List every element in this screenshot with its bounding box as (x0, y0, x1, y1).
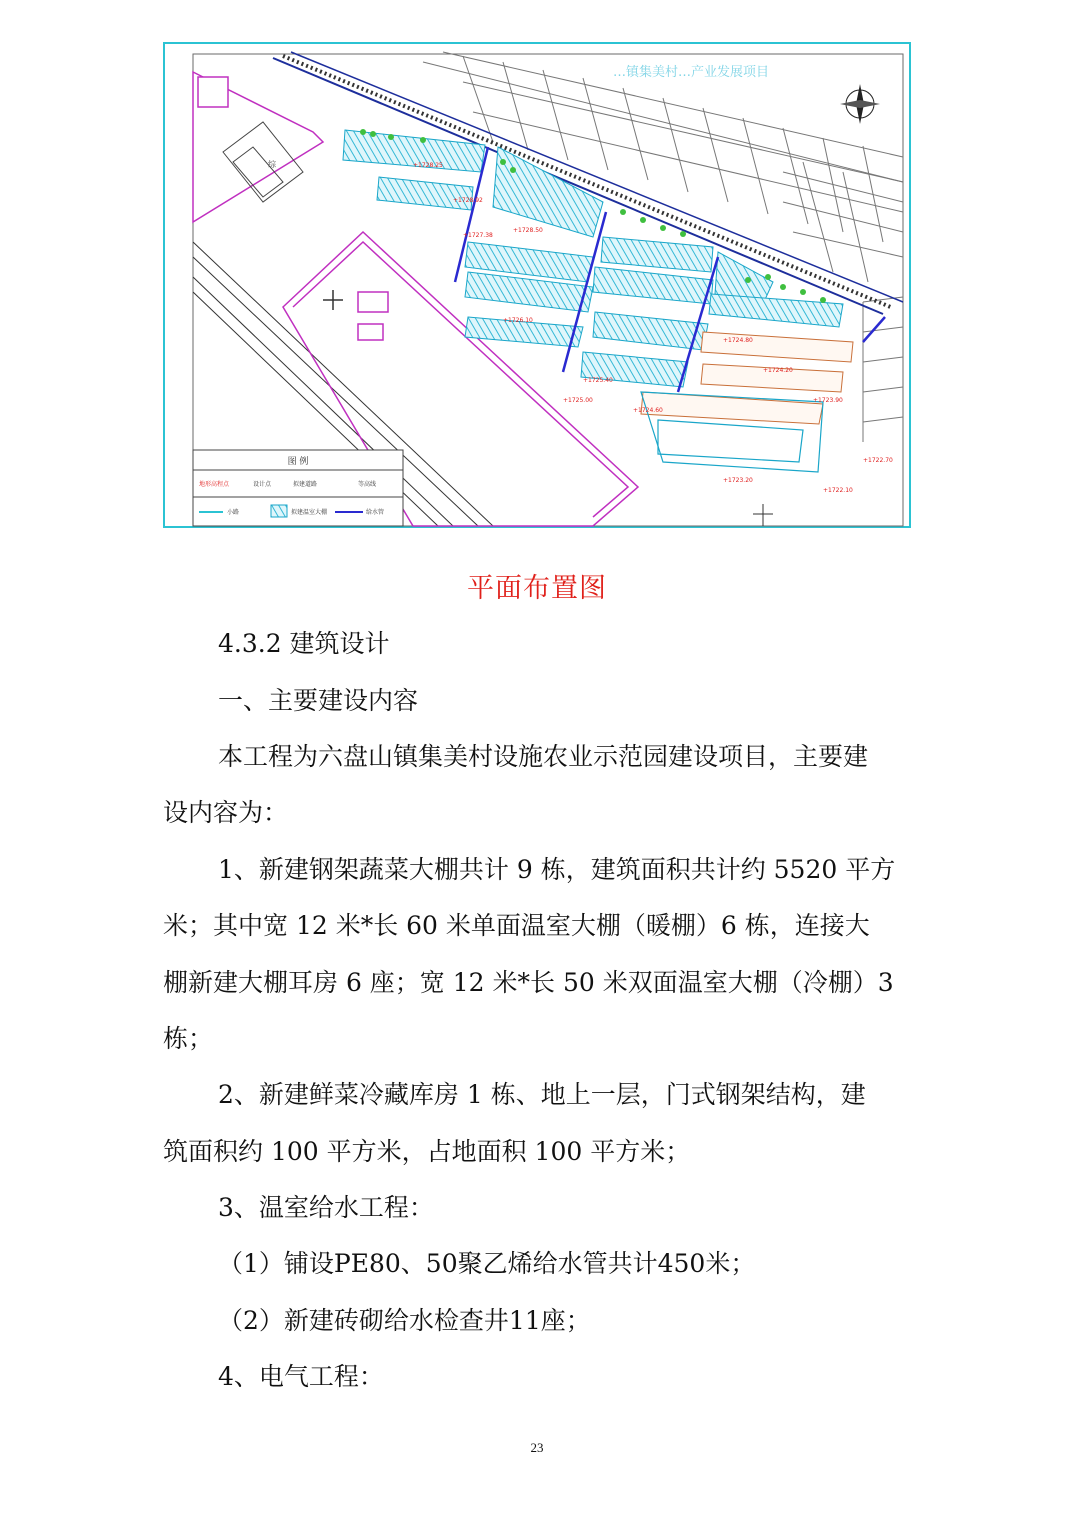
legend-box (193, 450, 403, 526)
svg-text:+1728.25: +1728.25 (413, 162, 443, 169)
body-line: 1、新建钢架蔬菜大棚共计 9 栋，建筑面积共计约 5520 平方 (218, 855, 896, 884)
svg-text:+1722.70: +1722.70 (863, 457, 893, 464)
section-subheading: 一、主要建设内容 (218, 686, 419, 715)
svg-text:拟建温室大棚: 拟建温室大棚 (291, 509, 328, 516)
body-line: （1）铺设PE80、50聚乙烯给水管共计450米； (218, 1249, 756, 1278)
svg-text:小路: 小路 (227, 509, 240, 516)
plan-title-text: …镇集美村…产业发展项目 (613, 65, 770, 80)
svg-text:+1722.10: +1722.10 (823, 487, 853, 494)
svg-text:+1724.80: +1724.80 (723, 337, 753, 344)
site-plan-figure (163, 42, 911, 528)
svg-text:+1724.20: +1724.20 (763, 367, 793, 374)
body-line: 设内容为： (163, 798, 289, 827)
body-line: 本工程为六盘山镇集美村设施农业示范园建设项目，主要建 (218, 742, 869, 771)
section-heading: 4.3.2 建筑设计 (218, 629, 390, 658)
svg-text:地形高程点: 地形高程点 (199, 481, 230, 488)
svg-text:设计点: 设计点 (253, 481, 272, 488)
body-line: 2、新建鲜菜冷藏库房 1 栋、地上一层，门式钢架结构，建 (218, 1080, 866, 1109)
body-line: 筑面积约 100 平方米，占地面积 100 平方米； (163, 1137, 691, 1166)
body-line: 4、电气工程： (218, 1362, 384, 1391)
svg-text:+1723.20: +1723.20 (723, 477, 753, 484)
svg-text:+1725.00: +1725.00 (563, 397, 593, 404)
svg-text:等高线: 等高线 (358, 481, 377, 488)
body-line: 栋； (163, 1024, 214, 1053)
svg-text:+1723.90: +1723.90 (813, 397, 843, 404)
svg-text:+1724.60: +1724.60 (633, 407, 663, 414)
svg-text:+1726.10: +1726.10 (503, 317, 533, 324)
svg-text:给水管: 给水管 (366, 509, 385, 516)
figure-caption: 平面布置图 (467, 573, 607, 604)
page-number: 23 (530, 1440, 544, 1455)
svg-text:拟建道路: 拟建道路 (293, 481, 318, 488)
svg-text:图 例: 图 例 (287, 457, 309, 467)
svg-text:综: 综 (268, 160, 276, 169)
svg-text:+1728.92: +1728.92 (453, 197, 483, 204)
body-line: （2）新建砖砌给水检查井11座； (218, 1306, 591, 1335)
svg-text:+1725.40: +1725.40 (583, 377, 613, 384)
body-line: 棚新建大棚耳房 6 座；宽 12 米*长 50 米双面温室大棚（冷棚）3 (163, 968, 894, 997)
body-line: 3、温室给水工程： (218, 1193, 434, 1222)
svg-text:+1728.50: +1728.50 (513, 227, 543, 234)
svg-text:+1727.38: +1727.38 (463, 232, 493, 239)
body-line: 米；其中宽 12 米*长 60 米单面温室大棚（暖棚）6 栋，连接大 (163, 911, 870, 940)
